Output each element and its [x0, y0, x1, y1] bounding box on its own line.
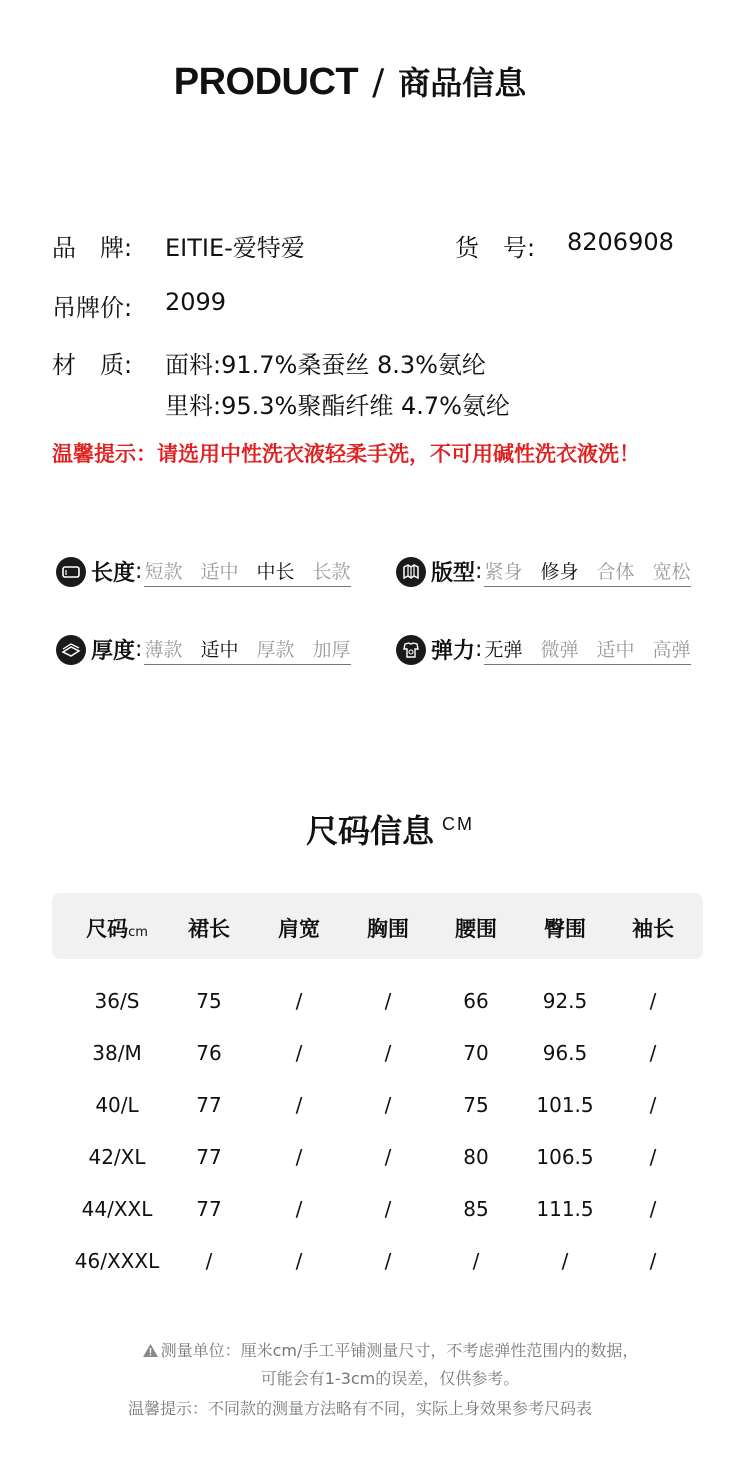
- attr-colon: :: [475, 637, 483, 662]
- option: 高弹: [652, 638, 691, 661]
- size-unit: CM: [442, 814, 474, 834]
- size-cell: /: [472, 1249, 480, 1273]
- option: 适中: [596, 638, 635, 661]
- size-row-label: 40/L: [95, 1093, 139, 1117]
- size-cell: /: [649, 989, 657, 1013]
- size-row-label: 36/S: [94, 989, 140, 1013]
- elasticity-icon: [396, 635, 426, 665]
- size-cell: /: [649, 1249, 657, 1273]
- warning-icon: [142, 1343, 159, 1362]
- option: 加厚: [312, 638, 351, 661]
- size-cell: 106.5: [536, 1145, 594, 1169]
- size-cell: 76: [196, 1041, 222, 1065]
- size-cell: /: [295, 1249, 303, 1273]
- attr-thickness: [56, 634, 351, 665]
- header-separator: /: [372, 62, 385, 103]
- brand-value: EITIE-爱特爱: [165, 234, 305, 262]
- size-row-label: 42/XL: [88, 1145, 146, 1169]
- size-cell: 101.5: [536, 1093, 594, 1117]
- attr-colon: :: [135, 637, 143, 662]
- thickness-icon: [56, 635, 86, 665]
- option: 合体: [596, 560, 635, 583]
- size-cell: /: [295, 1145, 303, 1169]
- size-cell: /: [384, 989, 392, 1013]
- attr-length-name: 长度: [91, 561, 136, 586]
- measure-note-text: 测量单位：厘米cm/手工平铺测量尺寸，不考虑弹性范围内的数据，: [160, 1341, 639, 1360]
- attr-fit: [396, 556, 691, 587]
- size-cell: /: [649, 1093, 657, 1117]
- option: 薄款: [144, 638, 183, 661]
- fit-icon: [396, 557, 426, 587]
- material-outer: 面料:91.7%桑蚕丝 8.3%氨纶: [165, 351, 486, 379]
- attr-thickness-name: 厚度: [91, 639, 136, 664]
- care-warning: 温馨提示：请选用中性洗衣液轻柔手洗，不可用碱性洗衣液洗！: [52, 442, 640, 466]
- size-title: 尺码信息: [305, 812, 434, 850]
- size-cell: /: [384, 1093, 392, 1117]
- column-header: 胸围: [367, 917, 409, 941]
- size-section-title: [0, 806, 750, 852]
- attr-elasticity: [396, 634, 691, 665]
- size-cell: /: [384, 1197, 392, 1221]
- attr-fit-options: [484, 557, 690, 587]
- sku-value: 8206908: [567, 228, 674, 256]
- size-cell: /: [295, 989, 303, 1013]
- price-value: 2099: [165, 288, 227, 316]
- size-cell: /: [295, 1041, 303, 1065]
- size-cell: 77: [196, 1093, 222, 1117]
- column-header: 臀围: [544, 917, 586, 941]
- option: 厚款: [256, 638, 295, 661]
- size-cell: /: [649, 1197, 657, 1221]
- size-cell: /: [384, 1041, 392, 1065]
- option: 适中: [200, 560, 239, 583]
- column-header: 腰围: [455, 917, 497, 941]
- page-header: [0, 58, 700, 104]
- size-cell: 70: [463, 1041, 489, 1065]
- size-cell: /: [561, 1249, 569, 1273]
- size-cell: 75: [196, 989, 222, 1013]
- column-header: 裙长: [188, 917, 230, 941]
- option-selected: 适中: [200, 638, 239, 661]
- attr-fit-name: 版型: [431, 561, 476, 586]
- column-unit: cm: [128, 925, 148, 940]
- size-cell: /: [384, 1249, 392, 1273]
- attr-colon: :: [135, 559, 143, 584]
- option-selected: 无弹: [484, 638, 523, 661]
- option: 长款: [312, 560, 351, 583]
- column-header: [86, 913, 148, 943]
- length-icon: [56, 557, 86, 587]
- option-selected: 中长: [256, 560, 295, 583]
- size-row-label: 44/XXL: [81, 1197, 153, 1221]
- size-cell: /: [295, 1093, 303, 1117]
- brand-label: 品 牌:: [52, 234, 133, 262]
- column-header: 肩宽: [278, 917, 320, 941]
- size-cell: 77: [196, 1145, 222, 1169]
- price-label: 吊牌价:: [52, 294, 133, 322]
- attr-elasticity-name: 弹力: [431, 639, 476, 664]
- size-cell: 96.5: [542, 1041, 588, 1065]
- size-cell: /: [205, 1249, 213, 1273]
- size-table-header: [52, 893, 703, 959]
- size-cell: 92.5: [542, 989, 588, 1013]
- size-cell: 77: [196, 1197, 222, 1221]
- header-en: PRODUCT: [173, 61, 359, 103]
- material-label: 材 质:: [52, 351, 133, 379]
- column-header: 袖长: [632, 917, 674, 941]
- size-cell: 80: [463, 1145, 489, 1169]
- option-selected: 修身: [540, 560, 579, 583]
- column-header-label: 尺码: [86, 917, 129, 941]
- sku-label: 货 号:: [455, 234, 536, 262]
- size-cell: 75: [463, 1093, 489, 1117]
- size-cell: /: [384, 1145, 392, 1169]
- attr-length: [56, 556, 351, 587]
- size-cell: /: [649, 1041, 657, 1065]
- attr-colon: :: [475, 559, 483, 584]
- option: 紧身: [484, 560, 523, 583]
- size-cell: 111.5: [536, 1197, 594, 1221]
- material-lining: 里料:95.3%聚酯纤维 4.7%氨纶: [165, 392, 510, 420]
- measure-note-2: 可能会有1-3cm的误差，仅供参考。: [260, 1369, 520, 1388]
- attr-thickness-options: [144, 635, 350, 665]
- size-row-label: 38/M: [92, 1041, 142, 1065]
- option: 微弹: [540, 638, 579, 661]
- measure-note-1: [0, 1338, 750, 1362]
- option: 短款: [144, 560, 183, 583]
- attr-elasticity-options: [484, 635, 690, 665]
- size-cell: 85: [463, 1197, 489, 1221]
- size-cell: 66: [463, 989, 489, 1013]
- size-row-label: 46/XXXL: [74, 1249, 160, 1273]
- measure-note-3: 温馨提示：不同款的测量方法略有不同，实际上身效果参考尺码表: [127, 1399, 592, 1418]
- size-cell: /: [649, 1145, 657, 1169]
- header-cn: 商品信息: [398, 64, 527, 102]
- size-cell: /: [295, 1197, 303, 1221]
- attr-length-options: [144, 557, 350, 587]
- option: 宽松: [652, 560, 691, 583]
